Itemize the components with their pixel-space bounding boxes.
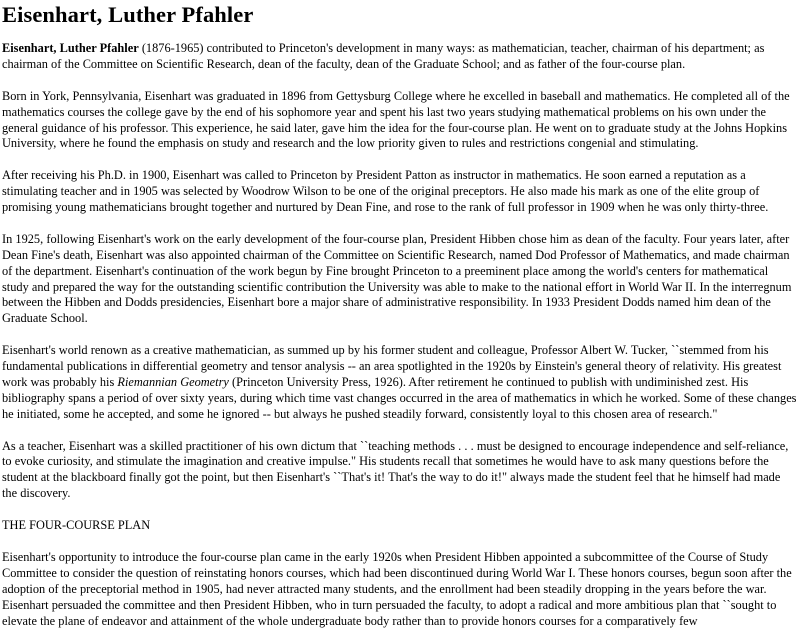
paragraph-scholarship — [2, 343, 798, 423]
paragraph-deanship: In 1925, following Eisenhart's work on the early development of the four-course plan, President Hibben chose him as dean of the faculty. Four years later, after Dean Fine's death, Eisenhart was also appointed chairman of the Committee on Scientific Research, named Dod Professor of Mathematics, and made chairman of the department. Eisenhart's continuation of the work begun by Fine brought Princeton to a preeminent place among the world's centers for mathematical study and prepared the way for the outstanding scientific contribution the University was able to make to the national effort in World War II. In the interregnum between the Hibben and Dodds presidencies, Eisenhart bore a major share of administrative responsibility. In 1933 President Dodds named him dean of the Graduate School. — [2, 231, 792, 326]
page-title: Eisenhart, Luther Pfahler — [2, 2, 254, 27]
book-title: Riemannian Geometry — [117, 374, 229, 389]
paragraph-princeton-career: After receiving his Ph.D. in 1900, Eisenhart was called to Princeton by President Patton as instructor in mathematics. He soon earned a reputation as a stimulating teacher and in 1905 was selected by Woodrow Wilson to be one of the original preceptors. He also made his mark as one of the elite group of promising young mathematicians brought together and nurtured by Dean Fine, and rose to the rank of full professor in 1909 when he was only thirty-three. — [2, 168, 769, 215]
paragraph-scholarship-text-after: (Princeton University Press, 1926). After retirement he continued to publish with undiminished zest. His bibliography spans a period of over sixty years, during which time vast changes occurred in the area of mathematics in which he worked. Some of these changes he initiated, some he accepted, and some he ignored -- but always he pushed steadily forward, consistently loyal to this chosen area of research." — [2, 374, 797, 421]
lead-entry-name: Eisenhart, Luther Pfahler — [2, 41, 139, 55]
paragraph-intro-text: (1876-1965) contributed to Princeton's development in many ways: as mathematician, teacher, chairman of his department; as chairman of the Committee on Scientific Research, dean of the faculty, dean of the Graduate School; and as father of the four-course plan. — [2, 41, 765, 71]
paragraph-four-course-plan: Eisenhart's opportunity to introduce the four-course plan came in the early 1920s when President Hibben appointed a subcommittee of the Course of Study Committee to consider the question of reinstating honors courses, which had been discontinued during World War I. These honors courses, begun soon after the adoption of the preceptorial method in 1905, had never attracted many students, and the enrollment had been steadily dropping in the years before the war. Eisenhart persuaded the committee and then President Hibben, who in turn persuaded the faculty, to adopt a radical and more ambitious plan that ``sought to elevate the plane of endeavor and attainment of the whole undergraduate body rather than to provide honors courses for a comparatively few — [2, 549, 792, 628]
paragraph-teaching: As a teacher, Eisenhart was a skilled practitioner of his own dictum that ``teaching methods . . . must be designed to encourage independence and self-reliance, to evoke curiosity, and stimulate the imagination and creative impulse." His students recall that sometimes he would have to ask many questions before the student at the blackboard finally got the point, but then Eisenhart's ``That's it! That's the way to do it!" always made the student feel that he himself had made the discovery. — [2, 438, 789, 501]
section-heading-four-course-plan: THE FOUR-COURSE PLAN — [2, 518, 151, 533]
paragraph-scholarship-text-before: Eisenhart's world renown as a creative mathematician, as summed up by his former student and colleague, Professor Albert W. Tucker, ``stemmed from his fundamental publications in differential geometry and tensor analysis -- an area spotlighted in the 1920s by Einstein's general theory of relativity. His greatest work was probably his — [2, 343, 782, 389]
paragraph-intro — [2, 41, 798, 73]
paragraph-early-life: Born in York, Pennsylvania, Eisenhart was graduated in 1896 from Gettysburg College where he excelled in baseball and mathematics. He completed all of the mathematics courses the college gave by the end of his sophomore year and spent his last two years studying mathematical problems on his own under the general guidance of his professor. This experience, he said later, gave him the idea for the four-course plan. He went on to graduate study at the Johns Hopkins University, where he found the emphasis on study and research and the low priority given to rules and restrictions congenial and stimulating. — [2, 88, 790, 151]
